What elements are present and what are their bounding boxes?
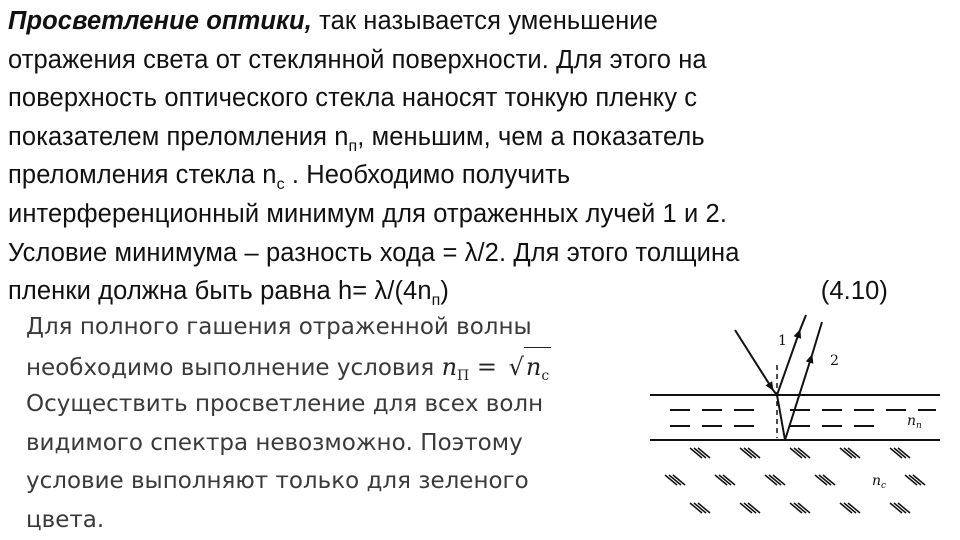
paragraph-line-3: поверхность оптического стекла наносят тонкую пленку с — [8, 84, 698, 113]
scanned-paragraph — [26, 308, 626, 540]
ray-1-label: 1 — [778, 333, 787, 349]
ray-2-label: 2 — [830, 353, 839, 369]
paragraph-line-7: Условие минимума – разность хода = λ/2. Для этого толщина — [8, 238, 740, 267]
formula-rhs-subscript: c — [541, 367, 550, 384]
scan-line-5: условие выполняют только для зеленого — [26, 468, 529, 495]
line8-text-a: пленки должна быть равна h= λ/(4n — [8, 277, 432, 306]
main-paragraph — [8, 2, 948, 311]
scan-line-6: цвета. — [26, 506, 105, 533]
line8-text-b: ) — [440, 277, 449, 306]
glass-index-subscript: с — [276, 176, 285, 194]
term-antireflection: Просветление оптики, — [8, 7, 312, 35]
scan-line-2 — [26, 347, 626, 386]
paragraph-line-6: интерференционный минимум для отраженных лучей 1 и 2. — [8, 199, 728, 228]
line4-text-b: , меньшим, чем а показатель — [357, 122, 705, 151]
scan-line-2-text: необходимо выполнение условия — [26, 354, 442, 381]
film-index-label: $n_п$ — [907, 413, 922, 431]
scan-line-3: Осуществить просветление для всех волн — [26, 391, 544, 418]
line4-text-a: показателем преломления n — [8, 122, 349, 151]
scan-line-4: видимого спектра невозможно. Поэтому — [26, 429, 523, 456]
line5-text-b: . Необходимо получить — [284, 161, 571, 190]
reflected-ray-2 — [785, 355, 812, 440]
antireflection-diagram — [640, 310, 950, 535]
formula-rhs: n — [525, 352, 542, 381]
paragraph-line-5 — [8, 156, 948, 195]
formula-equals: = — [469, 352, 505, 381]
formula-lhs-subscript: П — [457, 367, 470, 384]
glass-index-label: $n_с$ — [872, 473, 887, 491]
condition-formula — [441, 352, 552, 384]
paragraph-line-2: отражения света от стеклянной поверхности. Для этого на — [8, 45, 707, 74]
incident-ray — [735, 330, 773, 390]
paragraph-line-1 — [8, 2, 948, 41]
scan-line-1: Для полного гашения отраженной волны — [26, 314, 532, 340]
refracted-ray — [777, 395, 785, 440]
film-layer — [670, 410, 936, 426]
formula-lhs: n — [441, 352, 458, 381]
formula-number: (4.10) — [820, 277, 888, 306]
line5-text-a: преломления стекла n — [8, 161, 277, 190]
paragraph-line-4 — [8, 118, 948, 157]
sqrt-symbol: $√n_c$ — [505, 347, 552, 391]
thickness-subscript: п — [431, 292, 441, 310]
line1-text: так называется уменьшение — [311, 7, 658, 35]
film-index-subscript: п — [348, 137, 358, 155]
paragraph-line-8 — [8, 272, 948, 311]
